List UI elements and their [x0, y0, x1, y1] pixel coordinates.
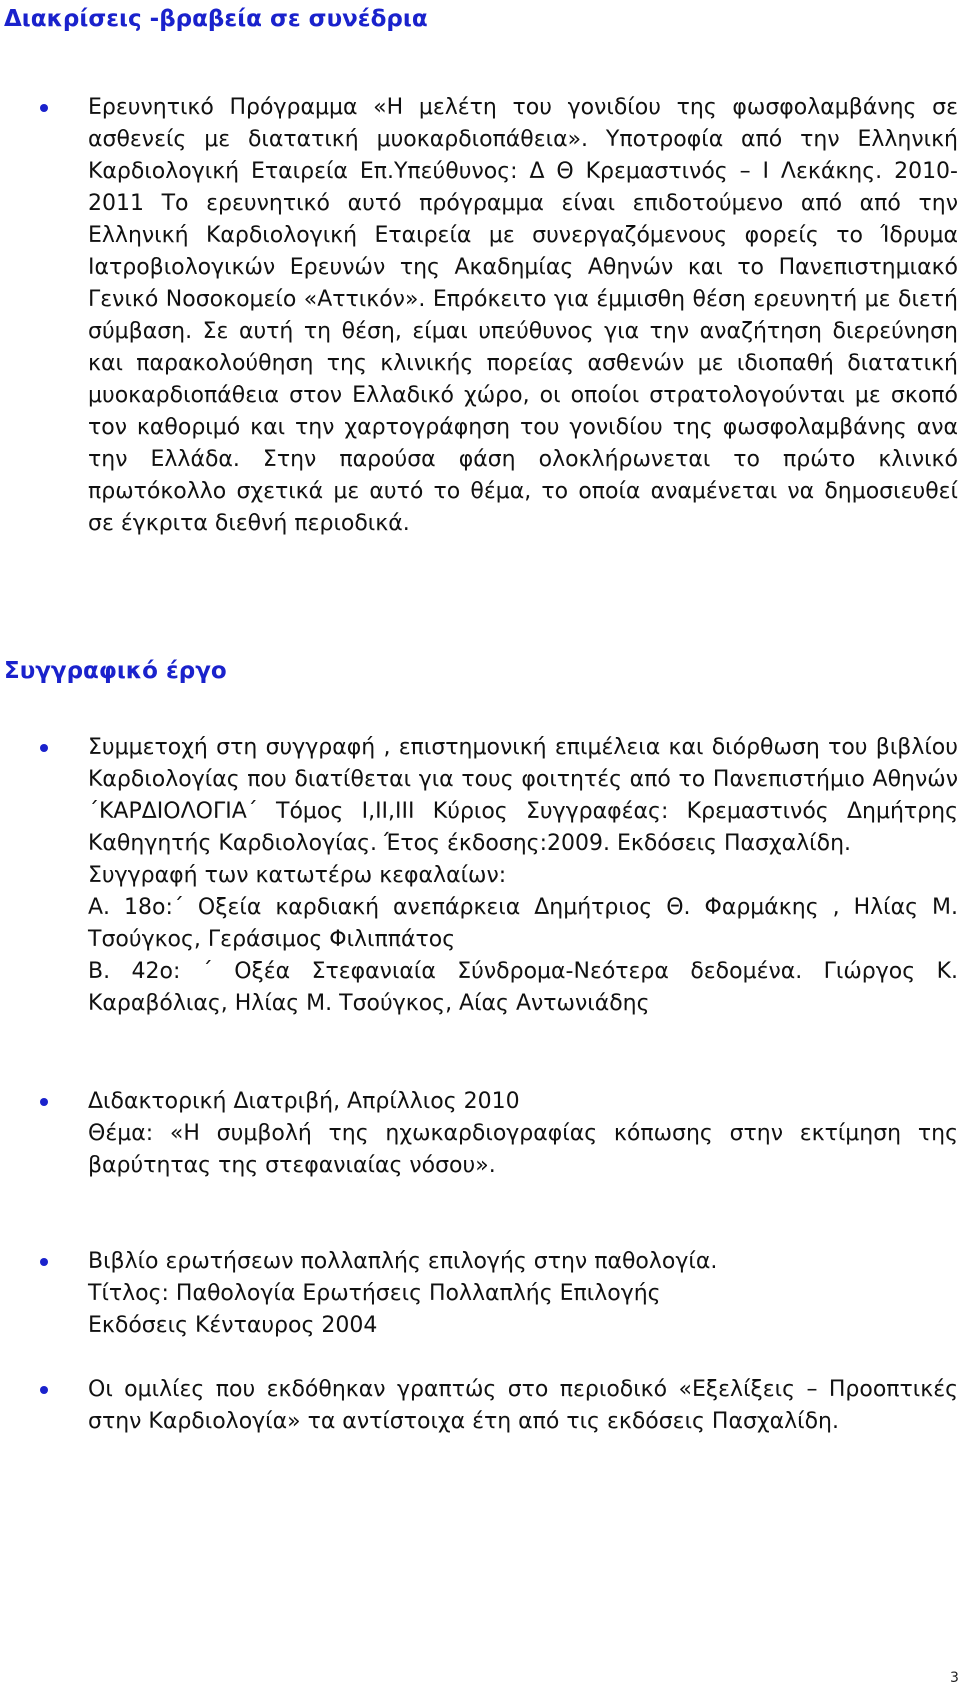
- section-title-writing: Συγγραφικό έργο: [4, 658, 227, 684]
- mcq-book-description: Βιβλίο ερωτήσεων πολλαπλής επιλογής στην παθολογία.: [88, 1249, 718, 1274]
- list-item-text: [88, 1086, 958, 1182]
- research-program-description: Ερευνητικό Πρόγραμμα «Η μελέτη του γονιδίου της φωσφολαμβάνης σε ασθενείς με διατατική μυοκαρδιοπάθεια». Υποτροφία από την Ελληνική Καρδιολογική Εταιρεία Επ.Υπεύθυνος: Δ Θ Κρεμαστινός – Ι Λεκάκης. 2010-2011 Το ερευνητικό αυτό πρόγραμμα είναι επιδοτούμενο από από την Ελληνική Καρδιολογική Εταιρεία με συνεργαζόμενους φορείς το Ίδρυμα Ιατροβιολογικών Ερευνών της Ακαδημίας Αθηνών και το Πανεπιστημιακό Γενικό Νοσοκομείο «Αττικόν». Επρόκειτο για έμμισθη θέση ερευνητή με διετή σύμβαση. Σε αυτή τη θέση, είμαι υπεύθυνος για την αναζήτηση διερεύνηση και παρακολούθηση της κλινικής πορείας ασθενών με ιδιοπαθή διατατική μυοκαρδιοπάθεια στον Ελλαδικό χώρο, οι οποίοι στρατολογούνται με σκοπό τον καθοριμό και την χαρτογράφηση του γονιδίου της φωσφολαμβάνης ανα την Ελλάδα. Στην παρούσα φάση ολοκλήρωνεται το πρώτο κλινικό πρωτόκολλο σχετικά με αυτό το θέμα, το οποία αναμένεται να δημοσιευθεί σε έγκριτα διεθνή περιοδικά.: [88, 95, 958, 536]
- list-item-text: [88, 1246, 958, 1342]
- thesis-subject: Θέμα: «Η συμβολή της ηχωκαρδιογραφίας κόπωσης στην εκτίμηση της βαρύτητας της στεφανιαίας νόσου».: [88, 1121, 958, 1178]
- bullet-icon: [40, 1098, 48, 1106]
- lectures-description: Οι ομιλίες που εκδόθηκαν γραπτώς στο περιοδικό «Εξελίξεις – Προοπτικές στην Καρδιολογία» τα αντίστοιχα έτη από τις εκδόσεις Πασχαλίδη.: [88, 1377, 958, 1434]
- bullet-icon: [40, 1258, 48, 1266]
- bullet-icon: [40, 1386, 48, 1394]
- thesis-title: Διδακτορική Διατριβή, Απρίλλιος 2010: [88, 1089, 520, 1114]
- mcq-book-publisher: Εκδόσεις Κένταυρος 2004: [88, 1313, 378, 1338]
- mcq-book-title: Τίτλος: Παθολογία Ερωτήσεις Πολλαπλής Επιλογής: [88, 1281, 661, 1306]
- page-number: 3: [950, 1670, 959, 1686]
- chapters-heading: Συγγραφή των κατωτέρω κεφαλαίων:: [88, 863, 507, 888]
- bullet-icon: [40, 104, 48, 112]
- list-item-text: [88, 92, 958, 540]
- chapter-b: Β. 42ο: ΄ Οξέα Στεφανιαία Σύνδρομα-Νεότερα δεδομένα. Γιώργος Κ. Καραβόλιας, Ηλίας Μ. Τσούγκος, Αίας Αντωνιάδης: [88, 959, 958, 1016]
- list-item-text: [88, 1374, 958, 1438]
- chapter-a: Α. 18ο:΄ Οξεία καρδιακή ανεπάρκεια Δημήτριος Θ. Φαρμάκης , Ηλίας Μ. Τσούγκος, Γεράσιμος Φιλιππάτος: [88, 895, 958, 952]
- list-item-text: [88, 732, 958, 1020]
- book-description: Συμμετοχή στη συγγραφή , επιστημονική επιμέλεια και διόρθωση του βιβλίου Καρδιολογίας που διατίθεται για τους φοιτητές από το Πανεπιστήμιο Αθηνών ΄ΚΑΡΔΙΟΛΟΓΙΑ΄ Τόμος Ι,ΙΙ,ΙΙΙ Κύριος Συγγραφέας: Κρεμαστινός Δημήτρης Καθηγητής Καρδιολογίας. Έτος έκδοσης:2009. Εκδόσεις Πασχαλίδη.: [88, 735, 958, 856]
- bullet-icon: [40, 744, 48, 752]
- section-title-awards: Διακρίσεις -βραβεία σε συνέδρια: [4, 6, 428, 32]
